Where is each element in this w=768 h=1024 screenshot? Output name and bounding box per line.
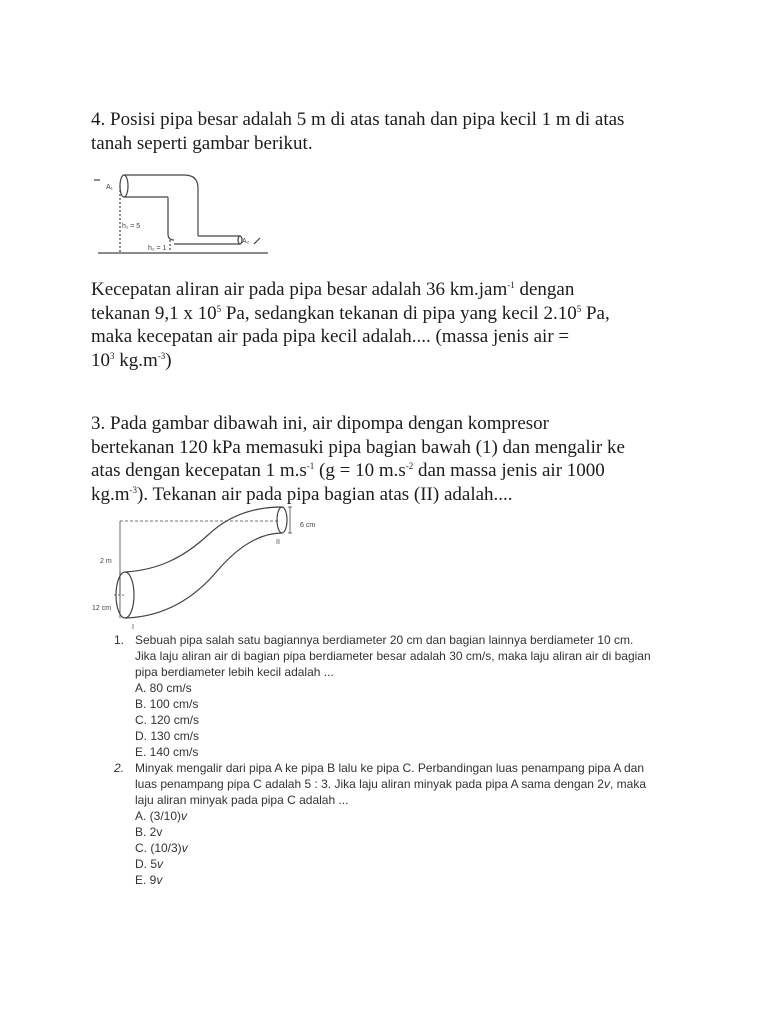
option-c: C. 120 cm/s bbox=[135, 713, 200, 727]
label-2m: 2 m bbox=[100, 558, 112, 565]
question-3-text bbox=[91, 412, 691, 506]
question-4-line-2: tanah seperti gambar berikut. bbox=[91, 132, 313, 154]
list-item-line: Sebuah pipa salah satu bagiannya berdiameter 20 cm dan bagian lainnya berdiameter 10 cm. bbox=[135, 633, 634, 647]
label-I: I bbox=[132, 624, 134, 631]
question-3-line-3: atas dengan kecepatan 1 $m.s^{-1}$ (g = 10 $m.s^{-2}$ dan massa jenis air 1000 bbox=[91, 460, 605, 481]
label-a1: A₁ bbox=[106, 184, 114, 191]
list-item-line: Minyak mengalir dari pipa A ke pipa B lalu ke pipa C. Perbandingan luas penampang pipa A dan bbox=[135, 761, 645, 775]
question-4-text bbox=[91, 108, 691, 155]
list-item-line: Jika laju aliran air di bagian pipa berdiameter besar adalah 30 cm/s, maka laju aliran air di bagian bbox=[135, 649, 651, 663]
s-pipe-figure bbox=[88, 500, 348, 632]
option-a: A. 80 cm/s bbox=[135, 681, 192, 695]
label-h1: h₁ = 5 bbox=[122, 223, 141, 230]
option-b: B. 2v bbox=[135, 825, 163, 839]
question-4-body-line-3: maka kecepatan air pada pipa kecil adalah.... (massa jenis air = bbox=[91, 326, 570, 347]
label-12cm: 12 cm bbox=[92, 605, 112, 612]
question-4-body-line-2: tekanan 9,1 x $10^5$ Pa, sedangkan tekanan di pipa yang kecil 2.10$^5$ Pa, bbox=[91, 302, 610, 324]
list-item-number: 2. bbox=[114, 761, 125, 775]
list-item-line: luas penampang pipa C adalah 5 : 3. Jika laju aliran minyak pada pipa A sama dengan 2v, maka bbox=[135, 777, 646, 791]
list-item-line: pipa berdiameter lebih kecil adalah ... bbox=[135, 665, 334, 679]
option-d: D. 130 cm/s bbox=[135, 729, 200, 743]
list-item-line: laju aliran minyak pada pipa C adalah ... bbox=[135, 793, 349, 807]
list-item-number: 1. bbox=[114, 633, 125, 647]
option-d: D. 5v bbox=[135, 857, 164, 871]
question-4-line-1: 4. Posisi pipa besar adalah 5 m di atas tanah dan pipa kecil 1 m di atas bbox=[91, 109, 625, 130]
label-6cm: 6 cm bbox=[300, 522, 316, 529]
option-e: E. 9v bbox=[135, 873, 163, 887]
option-c: C. (10/3)v bbox=[135, 841, 188, 855]
question-4-body-line-1: Kecepatan aliran air pada pipa besar adalah 36 km.jam$^{-1}$ dengan bbox=[91, 279, 575, 300]
label-II: II bbox=[276, 539, 280, 546]
pipe-height-figure bbox=[88, 168, 278, 260]
option-e: E. 140 cm/s bbox=[135, 745, 199, 759]
numbered-question-list bbox=[114, 632, 714, 888]
list-item bbox=[114, 632, 714, 760]
question-4-body-line-4: $10^3$ $kg.m^{-3}$) bbox=[91, 349, 172, 371]
label-h2: h₂ = 1 bbox=[148, 245, 167, 252]
question-3-line-2: bertekanan 120 kPa memasuki pipa bagian bawah (1) dan mengalir ke bbox=[91, 436, 625, 458]
label-a2: A₂ bbox=[242, 238, 250, 245]
option-b: B. 100 cm/s bbox=[135, 697, 199, 711]
question-3-line-4: $kg.m^{-3}$). Tekanan air pada pipa bagian atas (II) adalah.... bbox=[91, 483, 513, 505]
question-3-line-1: 3. Pada gambar dibawah ini, air dipompa dengan kompresor bbox=[91, 413, 549, 434]
option-a: A. (3/10)v bbox=[135, 809, 188, 823]
question-4-body bbox=[91, 278, 691, 372]
list-item bbox=[114, 760, 714, 888]
